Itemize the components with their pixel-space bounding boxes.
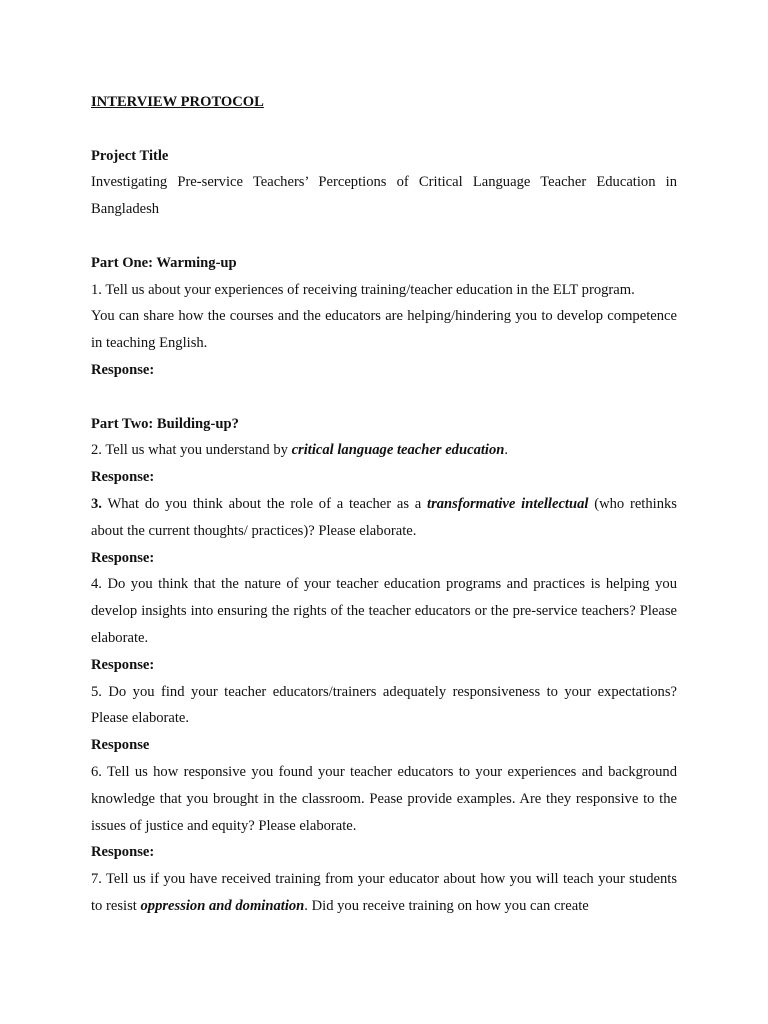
- spacer: [91, 223, 677, 250]
- question-1-line2: You can share how the courses and the educators are helping/hindering you to develop competence in teaching English.: [91, 308, 677, 352]
- project-title-text: Investigating Pre-service Teachers’ Perceptions of Critical Language Teacher Education in Bangladesh: [91, 174, 677, 218]
- response-label-3: Response:: [91, 549, 155, 566]
- response-label-6: Response:: [91, 844, 155, 861]
- question-2-pre: 2. Tell us what you understand by: [91, 442, 292, 459]
- response-label-4: Response:: [91, 656, 155, 673]
- question-3-post: (who rethinks about the current thoughts/ practices)? Please elaborate.: [91, 495, 677, 539]
- spacer: [91, 384, 677, 411]
- document-page: [91, 89, 677, 920]
- question-7-emphasis: oppression and domination: [140, 897, 305, 914]
- response-label-1: Response:: [91, 361, 155, 378]
- part-one-heading: Part One: Warming-up: [91, 254, 237, 271]
- response-label-5: Response: [91, 737, 150, 754]
- question-3-pre: What do you think about the role of a teacher as a: [101, 495, 428, 512]
- question-3-emphasis: transformative intellectual: [427, 495, 589, 512]
- question-1-line1: 1. Tell us about your experiences of receiving training/teacher education in the ELT program.: [91, 281, 635, 298]
- part-two-heading: Part Two: Building-up?: [91, 415, 239, 432]
- question-3-number: 3.: [91, 495, 102, 512]
- question-2: [91, 437, 677, 464]
- question-5: 5. Do you find your teacher educators/trainers adequately responsiveness to your expectations? Please elaborate.: [91, 683, 677, 727]
- question-3: [91, 491, 677, 545]
- document-title: INTERVIEW PROTOCOL: [91, 94, 264, 110]
- project-title-heading: Project Title: [91, 147, 169, 164]
- question-2-post: .: [504, 442, 509, 459]
- question-7-post: . Did you receive training on how you can create: [304, 897, 589, 914]
- question-2-emphasis: critical language teacher education: [291, 442, 505, 459]
- response-label-2: Response:: [91, 469, 155, 486]
- question-6: 6. Tell us how responsive you found your teacher educators to your experiences and background knowledge that you brought in the classroom. Pease provide examples. Are they responsive to the issues of justice and equity? Please elaborate.: [91, 763, 677, 834]
- question-7: [91, 866, 677, 920]
- question-4: 4. Do you think that the nature of your teacher education programs and practices is helping you develop insights into ensuring the rights of the teacher educators or the pre-service teachers? Please elaborate.: [91, 576, 677, 646]
- question-7-pre: 7. Tell us if you have received training from your educator about how you will teach your students to resist: [91, 871, 677, 914]
